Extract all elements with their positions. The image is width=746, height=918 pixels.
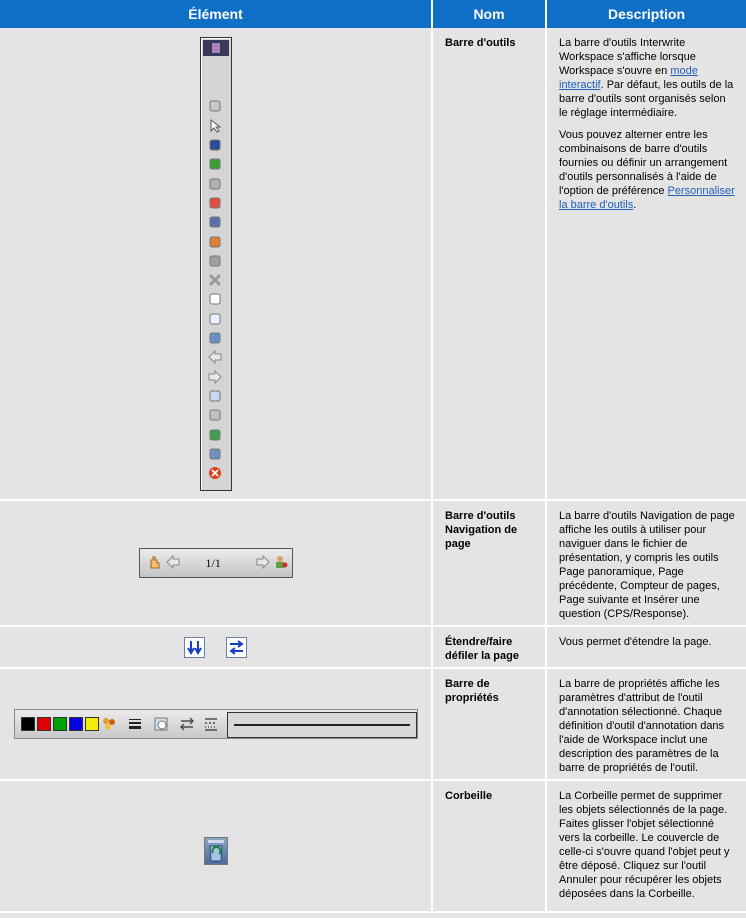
description-cell: La barre de propriétés affiche les paramètres d'attribut de l'outil d'annotation sélectionné. Chaque définition d'outil d'annotation dans l'aide de Workspace inclut une description des paramètres de la barre de propriétés de l'outil. — [546, 668, 746, 780]
table-row — [0, 626, 746, 668]
color-swatch[interactable] — [37, 717, 51, 731]
next-page-icon[interactable] — [208, 370, 222, 384]
table-header-row — [0, 0, 746, 28]
line-style-icon[interactable] — [203, 716, 219, 732]
name-cell: Corbeille — [432, 780, 546, 912]
description-cell: Vous permet d'étendre la page. — [546, 626, 746, 668]
customize-toolbar-link[interactable]: Personnaliser la barre d'outils — [559, 185, 735, 211]
name-cell: Barre de propriétés — [432, 668, 546, 780]
mouse-icon[interactable] — [208, 99, 222, 113]
close-icon[interactable] — [208, 466, 222, 480]
page-counter: 1/1 — [205, 556, 221, 570]
pen-icon[interactable] — [208, 138, 222, 152]
color-picker-icon[interactable] — [101, 716, 117, 732]
save-icon[interactable] — [208, 428, 222, 442]
element-cell — [0, 28, 432, 500]
transparency-icon[interactable] — [153, 716, 169, 732]
desc-text: . — [633, 199, 637, 211]
undo-icon[interactable] — [208, 447, 222, 461]
line-preview — [227, 712, 417, 738]
table-row — [0, 780, 746, 912]
element-cell — [0, 500, 432, 626]
page-navigation-toolbar[interactable] — [139, 548, 293, 578]
pan-page-icon[interactable] — [147, 555, 161, 569]
description-cell: La Corbeille permet de supprimer les objets sélectionnés de la page. Faites glisser l'objet sélectionné vers la corbeille. Le couvercle de celle-ci s'ouvre quand l'objet peut y être déposé. Cliquez sur l'outil Annuler pour récupérer les objets déposées dans la Corbeille. — [546, 780, 746, 912]
element-cell — [0, 780, 432, 912]
name-cell: Étendre/faire défiler la page — [432, 626, 546, 668]
delete-icon[interactable] — [208, 273, 222, 287]
color-swatch[interactable] — [69, 717, 83, 731]
vertical-toolbar[interactable] — [200, 37, 232, 491]
scroll-page-icon[interactable] — [226, 637, 247, 658]
highlighter-icon[interactable] — [208, 157, 222, 171]
table-row — [0, 500, 746, 626]
color-swatch[interactable] — [85, 717, 99, 731]
desc-text: . Par défaut, les outils de la barre d'outils sont organisés selon le réglage intermédiaire. — [559, 79, 734, 119]
new-page-icon[interactable] — [208, 292, 222, 306]
print-icon[interactable] — [208, 408, 222, 422]
element-cell — [0, 668, 432, 780]
arrow-style-icon[interactable] — [179, 716, 195, 732]
camera-icon[interactable] — [208, 254, 222, 268]
prev-page-icon[interactable] — [208, 350, 222, 364]
description-cell: La barre d'outils Navigation de page affiche les outils à utiliser pour naviguer dans le fichier de présentation, y compris les outils Page panoramique, Page précédente, Compteur de pages, Page suivante et Insérer une question (CPS/Response). — [546, 500, 746, 626]
color-swatch[interactable] — [21, 717, 35, 731]
desc-text: La barre d'outils Interwrite Workspace s'affiche lorsque Workspace s'ouvre en — [559, 37, 696, 77]
insert-page-icon[interactable] — [208, 312, 222, 326]
extend-page-icon[interactable] — [184, 637, 205, 658]
description-cell — [546, 28, 746, 500]
pointer-icon[interactable] — [208, 119, 222, 133]
table-row — [0, 668, 746, 780]
shapes-icon[interactable] — [208, 196, 222, 210]
menu-icon[interactable] — [203, 40, 229, 56]
name-cell: Barre d'outils — [432, 28, 546, 500]
header-description: Description — [546, 0, 746, 28]
interactive-mode-link[interactable]: mode interactif — [559, 65, 698, 91]
name-cell: Barre d'outils Navigation de page — [432, 500, 546, 626]
line-width-icon[interactable] — [127, 716, 143, 732]
color-swatch[interactable] — [53, 717, 67, 731]
eraser-icon[interactable] — [208, 177, 222, 191]
insert-question-icon[interactable] — [274, 555, 288, 569]
header-element: Élément — [0, 0, 432, 28]
next-page-icon[interactable] — [256, 555, 270, 569]
blank-icon — [208, 80, 222, 94]
table-row — [0, 28, 746, 500]
page-sorter-icon[interactable] — [208, 389, 222, 403]
header-name: Nom — [432, 0, 546, 28]
previous-page-icon[interactable] — [166, 555, 180, 569]
clipart-icon[interactable] — [208, 235, 222, 249]
element-cell — [0, 626, 432, 668]
properties-bar[interactable] — [14, 709, 418, 739]
ruler-icon[interactable] — [208, 215, 222, 229]
recycle-bin-icon[interactable] — [204, 837, 228, 865]
blank-icon — [208, 61, 222, 75]
gallery-icon[interactable] — [208, 331, 222, 345]
desc-text: Vous pouvez alterner entre les combinaisons de barre d'outils fournies ou définir un arrangement d'outils personnalisés à l'aide de l'option de préférence — [559, 129, 728, 197]
